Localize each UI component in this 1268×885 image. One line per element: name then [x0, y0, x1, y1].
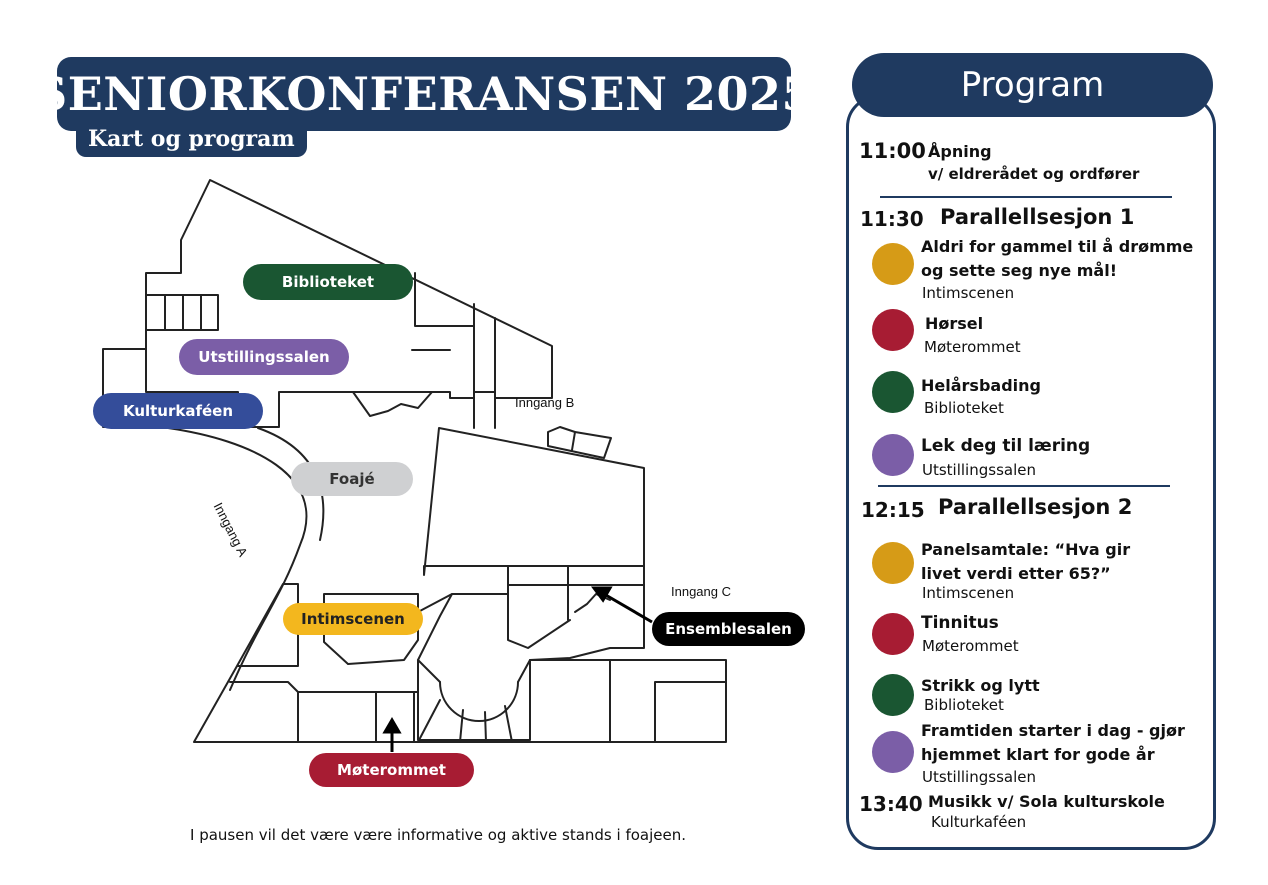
- room-ensemblesalen: [652, 612, 805, 646]
- session2-event2-room: Møterommet: [922, 637, 1019, 655]
- session1-title: Parallellsesjon 1: [940, 205, 1135, 229]
- session2-event4-title2: hjemmet klart for gode år: [921, 745, 1155, 764]
- room-moterommet: [309, 753, 474, 787]
- session2-event2-dot: [872, 613, 914, 655]
- room-foaje-label: Foajé: [329, 470, 375, 488]
- session2-time: 12:15: [861, 498, 925, 522]
- session1-event4-room: Utstillingssalen: [922, 461, 1036, 479]
- session1-event1-title1: Aldri for gammel til å drømme: [921, 237, 1194, 256]
- footer-note: I pausen vil det være være informative og aktive stands i foajeen.: [190, 826, 687, 844]
- opening-time: 11:00: [859, 139, 926, 163]
- session2-title: Parallellsesjon 2: [938, 495, 1133, 519]
- room-biblioteket-label: Biblioteket: [281, 273, 375, 291]
- entrance-b-label: Inngang B: [515, 395, 575, 410]
- session2-event4-title1: Framtiden starter i dag - gjør: [921, 721, 1185, 740]
- session1-event1-title2: og sette seg nye mål!: [921, 261, 1117, 280]
- session2-event3-dot: [872, 674, 914, 716]
- session2-event4-room: Utstillingssalen: [922, 768, 1036, 786]
- divider-2: [878, 485, 1170, 487]
- session2-event3-room: Biblioteket: [924, 696, 1004, 714]
- entrance-a-label: Inngang A: [210, 500, 251, 559]
- session2-event1-title1: Panelsamtale: “Hva gir: [921, 540, 1131, 559]
- session2-event1-room: Intimscenen: [922, 584, 1015, 602]
- opening-detail: v/ eldrerådet og ordfører: [928, 165, 1140, 183]
- session1-event3-dot: [872, 371, 914, 413]
- closing-time: 13:40: [859, 792, 923, 816]
- room-moterommet-label: Møterommet: [337, 761, 446, 779]
- session1-event3-room: Biblioteket: [924, 399, 1004, 417]
- room-ensemblesalen-label: Ensemblesalen: [665, 620, 792, 638]
- wall-north-wing: [103, 180, 552, 427]
- room-kulturkafeen-label: Kulturkaféen: [122, 402, 234, 420]
- session2-event1-title2: livet verdi etter 65?”: [921, 564, 1111, 583]
- room-intimscenen: [283, 603, 423, 635]
- closing-room: Kulturkaféen: [931, 813, 1027, 831]
- session1-event1-dot: [872, 243, 914, 285]
- session1-event4-title1: Lek deg til læring: [921, 436, 1091, 456]
- session1-event2-title1: Hørsel: [925, 314, 984, 333]
- room-kulturkafeen: [93, 393, 263, 429]
- page-title-text: SENIORKONFERANSEN 2025: [33, 67, 815, 121]
- program-heading: [852, 53, 1213, 117]
- session2-event1-dot: [872, 542, 914, 584]
- room-intimscenen-label: Intimscenen: [301, 610, 405, 628]
- session1-event2-dot: [872, 309, 914, 351]
- closing-title: Musikk v/ Sola kulturskole: [928, 792, 1165, 811]
- opening-title: Åpning: [928, 142, 992, 161]
- session1-event2-room: Møterommet: [924, 338, 1021, 356]
- room-utstillingssalen-label: Utstillingssalen: [198, 348, 330, 366]
- room-biblioteket: [243, 264, 413, 300]
- session1-event3-title1: Helårsbading: [921, 376, 1041, 395]
- entrance-c-label: Inngang C: [671, 584, 731, 599]
- room-utstillingssalen: [179, 339, 349, 375]
- divider-1: [880, 196, 1172, 198]
- session2-event4-dot: [872, 731, 914, 773]
- session1-event4-dot: [872, 434, 914, 476]
- room-foaje: [291, 462, 413, 496]
- session1-event1-room: Intimscenen: [922, 284, 1015, 302]
- session2-event2-title1: Tinnitus: [921, 613, 999, 633]
- session2-event3-title1: Strikk og lytt: [921, 676, 1040, 695]
- page-subtitle-text: Kart og program: [88, 126, 295, 152]
- session1-time: 11:30: [860, 207, 924, 231]
- program-heading-text: Program: [960, 65, 1105, 105]
